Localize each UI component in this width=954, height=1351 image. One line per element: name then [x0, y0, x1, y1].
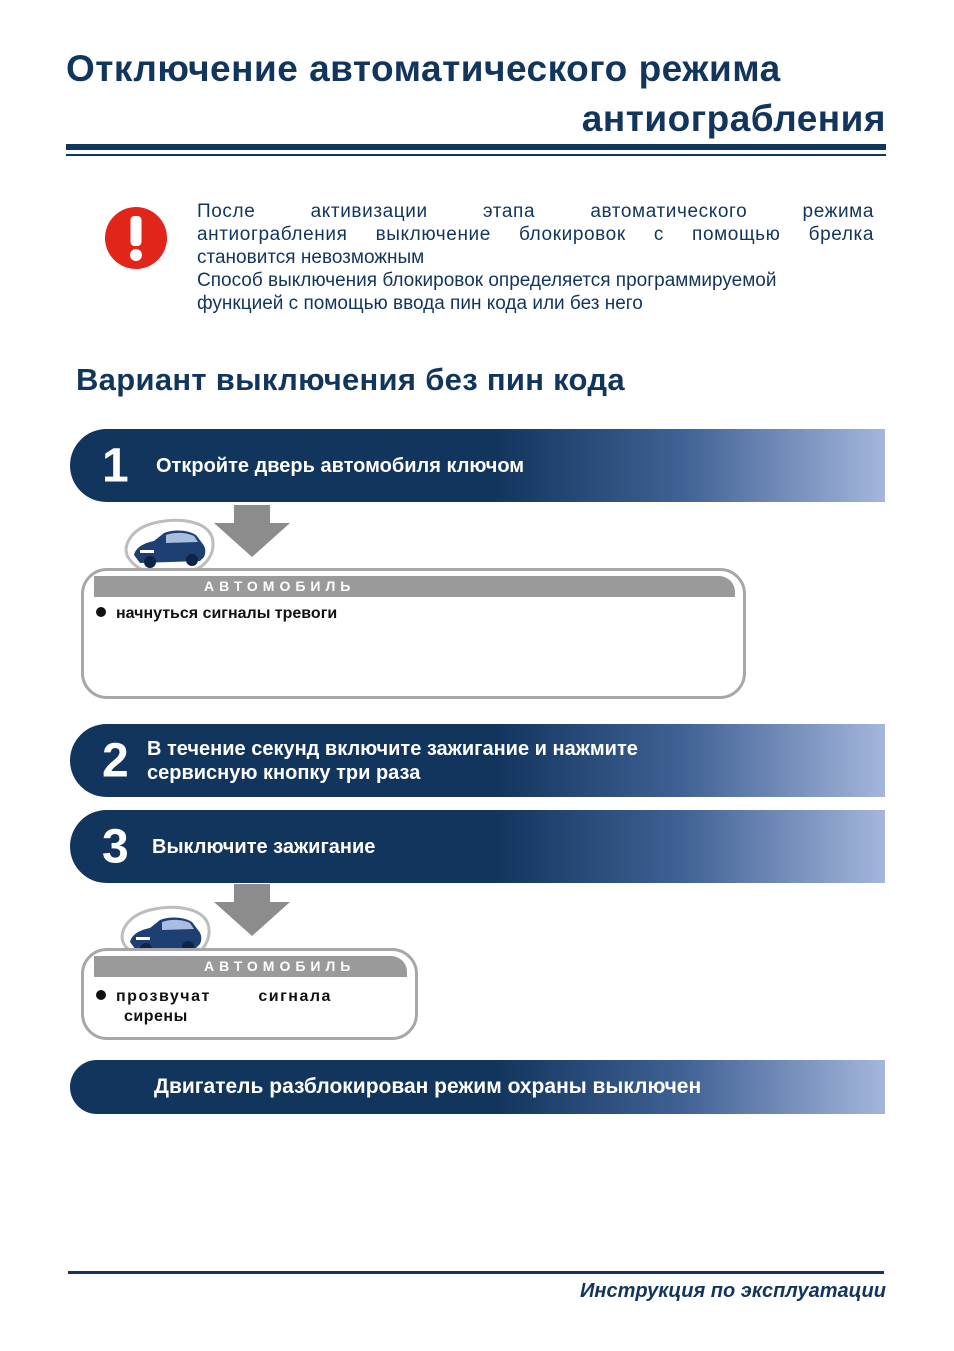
step-2-number: 2: [102, 734, 129, 787]
car-state-item-text-line2: сирены: [124, 1008, 188, 1025]
step-1-text: Откройте дверь автомобиля ключом: [156, 454, 525, 477]
down-arrow-icon: [214, 505, 290, 557]
page-title-line2: антиограбления: [581, 98, 886, 139]
down-arrow-icon: [214, 884, 290, 936]
car-state-box-1: [81, 568, 746, 699]
exclamation-circle-icon: [103, 205, 169, 271]
title-rule-thick: [66, 144, 886, 150]
car-state-item: [96, 987, 332, 1027]
car-state-header: АВТОМОБИЛЬ: [94, 956, 407, 977]
bullet-icon: [96, 990, 106, 1000]
result-band: [70, 1060, 885, 1114]
bullet-icon: [96, 607, 106, 617]
step-3-text: Выключите зажигание: [152, 835, 376, 858]
warning-line1: После активизации этапа автоматического режима: [197, 201, 874, 222]
step-2-band: [70, 724, 885, 797]
step-2-text-line2: сервисную кнопку три раза: [147, 761, 421, 784]
warning-line2: антиограбления выключение блокировок с помощью брелка: [197, 224, 874, 245]
warning-line3: становится невозможным: [197, 247, 425, 268]
section-subtitle: Вариант выключения без пин кода: [76, 362, 625, 397]
car-state-box-2: [81, 948, 418, 1040]
car-state-header: АВТОМОБИЛЬ: [94, 576, 735, 597]
warning-line4: Способ выключения блокировок определяется программируемой: [197, 270, 777, 291]
car-state-item-text-line1: прозвучат сигнала: [116, 988, 332, 1005]
result-text: Двигатель разблокирован режим охраны выключен: [154, 1075, 702, 1098]
car-state-item-text: начнуться сигналы тревоги: [116, 605, 338, 622]
car-state-item: [96, 604, 337, 624]
step-2-text-line1: В течение секунд включите зажигание и нажмите: [147, 737, 638, 760]
step-2-text: [147, 737, 638, 785]
footer-text: Инструкция по эксплуатации: [580, 1280, 886, 1302]
page-title: [66, 44, 886, 144]
step-1-number: 1: [102, 439, 129, 492]
warning-line5: функцией с помощью ввода пин кода или без него: [197, 293, 643, 314]
footer-rule: [68, 1271, 884, 1274]
step-3-number: 3: [102, 820, 129, 873]
warning-text: [197, 200, 874, 315]
page-title-line1: Отключение автоматического режима: [66, 48, 781, 89]
step-3-band: [70, 810, 885, 883]
step-1-band: [70, 429, 885, 502]
title-rule-thin: [66, 154, 886, 156]
